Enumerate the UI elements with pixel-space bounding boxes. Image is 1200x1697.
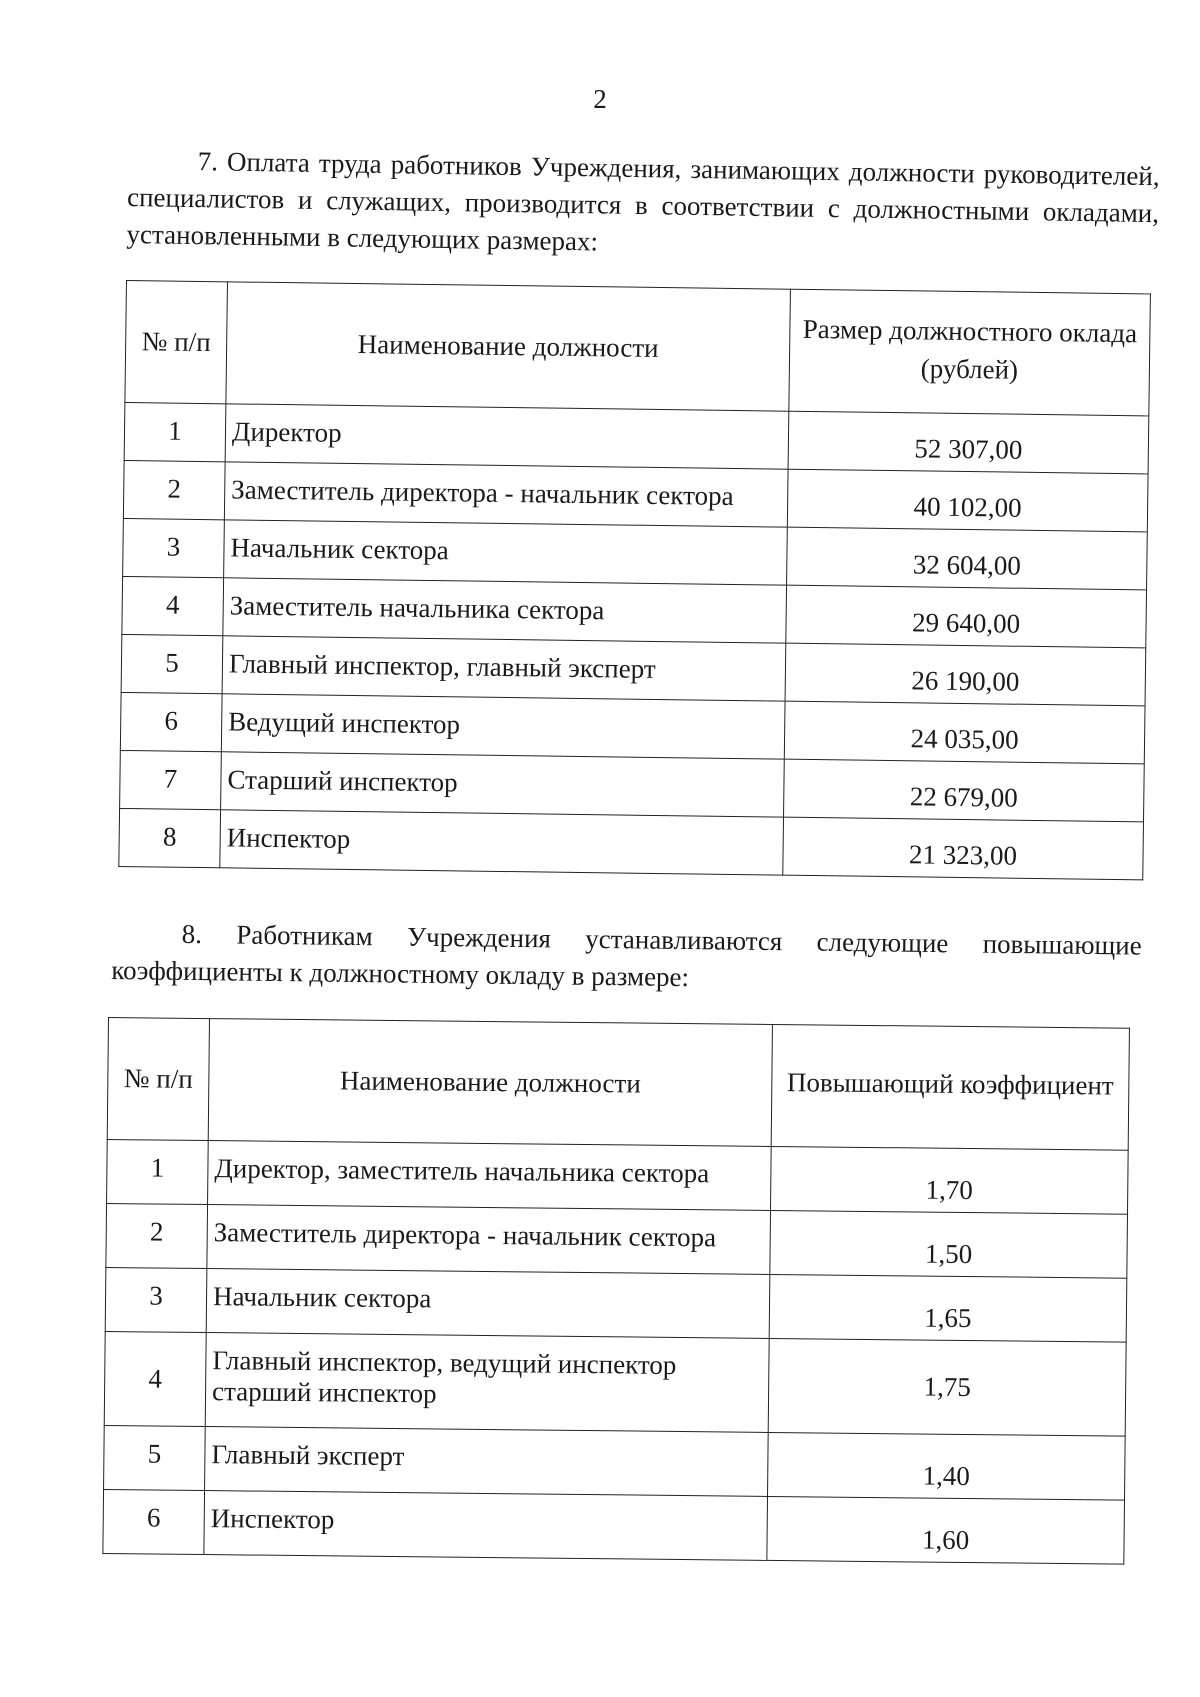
row-position: Инспектор	[220, 810, 784, 875]
table-header-row	[107, 1018, 1129, 1151]
table-row	[105, 1267, 1127, 1342]
row-salary: 32 604,00	[787, 527, 1148, 590]
row-num: 2	[123, 460, 225, 519]
row-position-line: Главный инспектор, ведущий инспектор	[212, 1345, 677, 1380]
row-position: Старший инспектор	[221, 752, 785, 817]
header-position: Наименование должности	[208, 1019, 772, 1147]
row-coefficient: 1,60	[767, 1496, 1125, 1564]
row-position: Директор, заместитель начальника сектора	[208, 1141, 772, 1211]
row-coefficient: 1,65	[769, 1274, 1127, 1342]
table-row	[107, 1139, 1129, 1214]
row-position: Заместитель директора - начальник сектора	[224, 462, 788, 527]
paragraph-8: 8. Работникам Учреждения устанавливаются следующие повышающие коэффициенты к должностному окладу в размере:	[111, 918, 1142, 993]
row-num: 5	[104, 1425, 206, 1490]
row-num: 4	[104, 1331, 206, 1426]
row-salary: 40 102,00	[787, 469, 1148, 532]
table-row	[119, 808, 1144, 879]
coefficient-table	[102, 1017, 1130, 1565]
row-num: 3	[105, 1267, 207, 1332]
row-position: Заместитель директора - начальник сектора	[207, 1205, 771, 1275]
header-salary: Размер должностного оклада (рублей)	[789, 289, 1151, 416]
row-salary: 24 035,00	[784, 701, 1145, 764]
table-row	[106, 1203, 1128, 1278]
row-salary: 29 640,00	[786, 585, 1147, 648]
row-coefficient: 1,70	[771, 1146, 1129, 1214]
row-coefficient: 1,75	[768, 1338, 1126, 1436]
row-coefficient: 1,40	[768, 1432, 1126, 1500]
header-coefficient: Повышающий коэффициент	[771, 1024, 1129, 1150]
row-num: 6	[103, 1489, 205, 1554]
row-position: Инспектор	[204, 1491, 768, 1561]
row-position: Начальник сектора	[224, 520, 788, 585]
row-position: Директор	[225, 404, 789, 469]
table-header-row	[125, 281, 1151, 416]
row-position: Заместитель начальника сектора	[223, 578, 787, 643]
row-position: Главный эксперт	[205, 1427, 769, 1497]
row-num: 5	[121, 634, 223, 693]
salary-table	[118, 280, 1151, 880]
header-num: № п/п	[107, 1018, 209, 1141]
row-num: 8	[119, 808, 221, 867]
row-position	[205, 1333, 769, 1433]
row-num: 2	[106, 1203, 208, 1268]
page-number: 2	[593, 84, 607, 114]
row-salary: 52 307,00	[788, 411, 1149, 474]
row-num: 1	[124, 402, 226, 461]
header-num: № п/п	[125, 281, 228, 404]
row-coefficient: 1,50	[770, 1210, 1128, 1278]
row-num: 3	[123, 518, 225, 577]
row-position: Начальник сектора	[206, 1269, 770, 1339]
table-row	[103, 1489, 1125, 1564]
row-num: 4	[122, 576, 224, 635]
row-salary: 21 323,00	[783, 817, 1144, 880]
row-position: Главный инспектор, главный эксперт	[222, 636, 786, 701]
row-position-line: старший инспектор	[211, 1376, 437, 1409]
header-position: Наименование должности	[226, 282, 791, 411]
row-position: Ведущий инспектор	[221, 694, 785, 759]
row-num: 1	[107, 1139, 209, 1204]
row-salary: 26 190,00	[785, 643, 1146, 706]
row-num: 6	[120, 692, 222, 751]
paragraph-7: 7. Оплата труда работников Учреждения, занимающих должности руководителей, специалистов и служащих, производится в соответствии с должностными окладами, установленными в следующих размерах:	[126, 146, 1160, 257]
table-row	[104, 1425, 1126, 1500]
row-salary: 22 679,00	[784, 759, 1145, 822]
table-row	[104, 1331, 1126, 1436]
row-num: 7	[120, 750, 222, 809]
